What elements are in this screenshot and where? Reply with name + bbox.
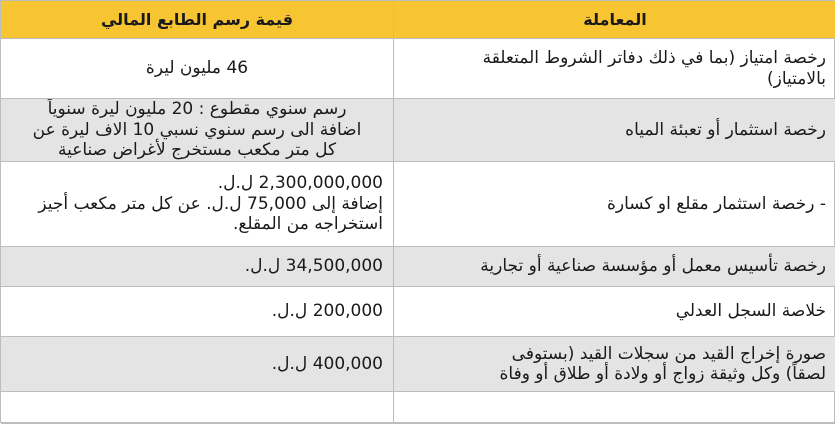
row-6-transaction-line: صورة إخراج القيد من سجلات القيد (بستوفى [511, 343, 826, 364]
row-3-transaction [394, 162, 835, 247]
row-2-fee [1, 99, 394, 162]
header-fee-label: قيمة رسم الطابع المالي [100, 9, 294, 29]
row-3-fee-line: إضافة إلى 75,000 ل.ل. عن كل متر مكعب أجيز [38, 193, 383, 214]
row-3-transaction-line: - رخصة استثمار مقلع او كسارة [606, 193, 826, 214]
row-2-transaction-line: رخصة استثمار أو تعبئة المياه [625, 119, 826, 140]
row-1-fee [1, 39, 394, 99]
row-2-fee-line: رسم سنوي مقطوع : 20 مليون ليرة سنوياً [47, 99, 347, 120]
row-4-fee-line: 34,500,000 ل.ل. [244, 256, 383, 277]
row-4-transaction [394, 247, 835, 287]
row-5-transaction-line: خلاصة السجل العدلي [675, 301, 826, 322]
header-transaction [394, 1, 835, 39]
row-6-fee-line: 400,000 ل.ل. [271, 353, 383, 374]
row-2-fee-line: كل متر مكعب مستخرج لأغراض صناعية [57, 140, 337, 161]
row-5-fee [1, 287, 394, 337]
row-1-transaction-line: رخصة امتياز (بما في ذلك دفاتر الشروط المتعلقة [482, 48, 826, 69]
row-5-fee-line: 200,000 ل.ل. [271, 301, 383, 322]
row-3-fee [1, 162, 394, 247]
row-3-fee-line: استخراجه من المقلع. [232, 214, 383, 235]
row-2-transaction [394, 99, 835, 162]
row-1-fee-line: 46 مليون ليرة [145, 58, 249, 79]
row-5-transaction [394, 287, 835, 337]
row-6-fee [1, 337, 394, 392]
header-fee [1, 1, 394, 39]
row-3-fee-line: 2,300,000,000 ل.ل. [217, 173, 383, 194]
row-1-transaction-line: بالامتياز) [767, 68, 826, 89]
row-1-transaction [394, 39, 835, 99]
row-7-transaction [394, 392, 835, 424]
row-4-transaction-line: رخصة تأسيس معمل أو مؤسسة صناعية أو تجارية [480, 256, 826, 277]
row-6-transaction [394, 337, 835, 392]
row-2-fee-line: اضافة الى رسم سنوي نسبي 10 الاف ليرة عن [32, 119, 362, 140]
row-4-fee [1, 247, 394, 287]
header-transaction-label: المعاملة [583, 9, 647, 29]
row-7-fee [1, 392, 394, 424]
row-6-transaction-line: لصقاً) وكل وثيقة زواج أو ولادة أو طلاق أو وفاة [499, 364, 826, 384]
